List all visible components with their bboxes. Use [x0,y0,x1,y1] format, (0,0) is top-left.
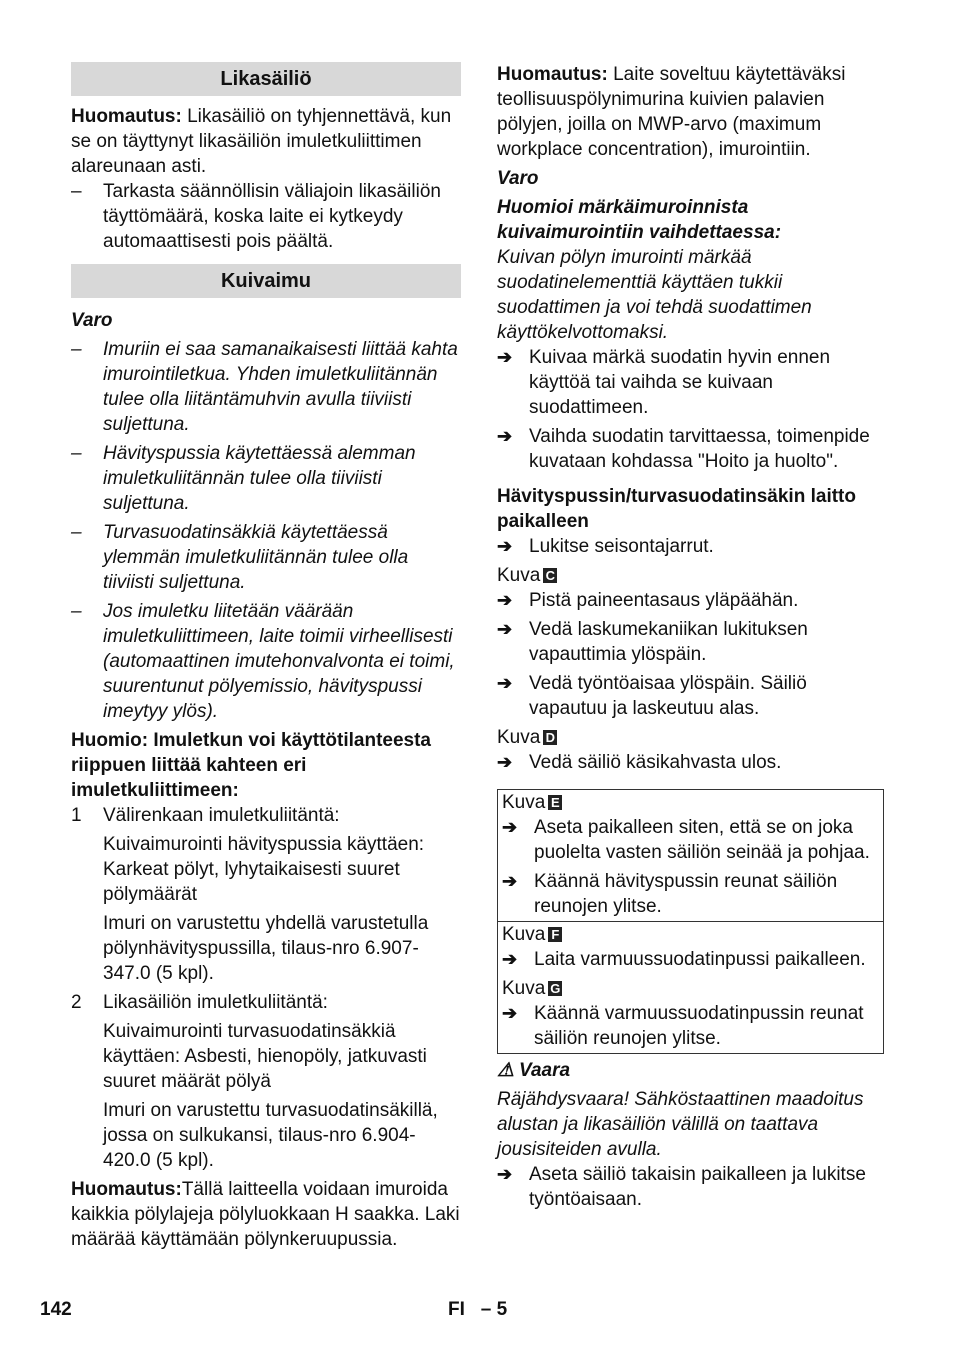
figure-ref-g [502,976,879,1001]
note-label: Huomautus: [497,64,608,85]
figure-label: Kuva [502,792,546,813]
step-item [497,534,884,559]
dash-icon: – [71,181,82,202]
dash-icon: – [71,522,82,543]
figure-ref-d [497,725,884,750]
arrow-icon: ➔ [497,752,513,772]
arrow-icon: ➔ [497,590,513,610]
caution-item [71,520,461,595]
left-column [71,62,461,1252]
note-mwp [497,62,884,162]
note-likasailio [71,104,461,179]
step-text: Vaihda suodatin tarvittaessa, toimenpide kuvataan kohdassa "Hoito ja huolto". [529,426,870,472]
note-text: Likasäiliö on tyhjennettävä, kun se on täyttynyt likasäiliön imuletkuliittimen alareunaan asti. [71,106,452,177]
step-item [497,671,884,721]
danger-text: Räjähdysvaara! Sähköstaattinen maadoitus alustan ja likasäiliön välillä on taattava jousisiteiden avulla. [497,1089,864,1160]
step-item [497,1162,884,1212]
numbered-item-paragraph: Imuri on varustettu turvasuodatinsäkillä, jossa on sulkukansi, tilaus-nro 6.904-420.0 (5 kpl). [103,1100,438,1171]
arrow-icon: ➔ [502,1003,518,1023]
step-item [502,815,879,865]
arrow-icon: ➔ [497,619,513,639]
subheading: Hävityspussin/turvasuodatinsäkin laitto paikalleen [497,486,856,532]
right-column [497,62,884,1212]
note-text: Tällä laitteella voidaan imuroida kaikkia pölylajeja pölyluokkaan H saakka. Laki määrää käyttämään pölynkeruupussia. [71,1179,460,1250]
step-item [497,750,884,775]
numbered-item-paragraph: Imuri on varustettu yhdellä varustetulla pölynhävityspussilla, tilaus-nro 6.907-347.0 (5 kpl). [103,913,429,984]
figure-letter-icon: D [543,730,557,745]
figure-ref-e [502,790,879,815]
caution-item-text: Imuriin ei saa samanaikaisesti liittää kahta imurointiletkua. Yhden imuletkuliitännän tulee olla liitäntämuhvin avulla tiiviisti suljettuna. [103,339,458,435]
step-item [502,947,879,972]
step-text: Käännä hävityspussin reunat säiliön reunojen ylitse. [534,871,838,917]
step-text: Aseta säiliö takaisin paikalleen ja lukitse työntöaisaan. [529,1164,866,1210]
figure-ref-f [502,922,879,947]
caution-list [71,337,461,724]
numbered-item-title: Likasäiliön imuletkuliitäntä: [103,992,328,1013]
arrow-icon: ➔ [497,536,513,556]
section-heading-kuivaimu: Kuivaimu [71,264,461,298]
figure-label: Kuva [502,978,546,999]
figure-letter-icon: G [550,981,561,996]
caution-item-text: Jos imuletku liitetään väärään imuletkuliittimeen, laite toimii virheellisesti (automaattinen imutehonvalvonta ei toimi, suurentunut pölyemissio, hävityspussi imeytyy ylös). [103,601,455,722]
caution-heading: Huomioi märkäimuroinnista kuivaimurointiin vaihdettaessa: [497,197,782,243]
arrow-icon: ➔ [497,347,513,367]
arrow-icon: ➔ [497,673,513,693]
dash-icon: – [71,339,82,360]
arrow-icon: ➔ [502,817,518,837]
step-text: Aseta paikalleen siten, että se on joka puolelta vasten säiliön seinää ja pohjaa. [534,817,870,863]
note-label: Huomautus: [71,1179,182,1200]
dash-item-text: Tarkasta säännöllisin väliajoin likasäiliön täyttömäärä, koska laite ei kytkeydy automaattisesti pois päältä. [103,181,441,252]
figure-label: Kuva [497,565,541,586]
step-item [497,424,884,474]
arrow-icon: ➔ [497,426,513,446]
step-text: Laita varmuussuodatinpussi paikalleen. [534,949,866,970]
step-item [497,588,884,613]
caution-label: Varo [71,310,113,331]
figure-letter-icon: C [543,568,557,583]
page-number: 142 [40,1299,72,1320]
caution-item-text: Turvasuodatinsäkkiä käytettäessä ylemmän imuletkuliitännän tulee olla tiiviisti suljettuna. [103,522,409,593]
caution-label: Varo [497,168,539,189]
figure-letter-icon: E [548,795,562,810]
dash-item [71,179,461,254]
warning-icon: ⚠ [497,1060,515,1081]
caution-item [71,337,461,437]
figure-letter-icon: F [548,927,562,942]
arrow-icon: ➔ [497,1164,513,1184]
step-item [497,617,884,667]
caution-item-text: Hävityspussia käytettäessä alemman imuletkuliitännän tulee olla tiiviisti suljettuna. [103,443,416,514]
step-text: Vedä säiliö käsikahvasta ulos. [529,752,782,773]
numbered-item-paragraph: Kuivaimurointi turvasuodatinsäkkiä käyttäen: Asbesti, hienopöly, jatkuvasti suuret määrät pölyä [103,1021,427,1092]
numbered-item-1 [71,803,461,828]
arrow-icon: ➔ [502,871,518,891]
attention-note: Huomio: Imuletkun voi käyttötilanteesta riippuen liittää kahteen eri imuletkuliittimeen: [71,730,431,801]
arrow-icon: ➔ [502,949,518,969]
caution-item [71,599,461,724]
danger-label [497,1058,884,1083]
step-text: Kuivaa märkä suodatin hyvin ennen käyttöä tai vaihda se kuivaan suodattimeen. [529,347,831,418]
section-heading-likasailio: Likasäiliö [71,62,461,96]
step-text: Vedä työntöaisaa ylöspäin. Säiliö vapautuu ja laskeutuu alas. [529,673,807,719]
step-item [497,345,884,420]
numbered-item-2 [71,990,461,1015]
step-text: Käännä varmuussuodatinpussin reunat säiliön reunojen ylitse. [534,1003,864,1049]
danger-label-text: Vaara [519,1060,571,1081]
figure-box-e [498,790,883,921]
figure-box-fg [498,921,883,1053]
figure-ref-c [497,563,884,588]
step-item [502,869,879,919]
dash-icon: – [71,601,82,622]
dash-icon: – [71,443,82,464]
step-text: Pistä paineentasaus yläpäähän. [529,590,799,611]
numbered-item-paragraph: Kuivaimurointi hävityspussia käyttäen: Karkeat pölyt, lyhytaikaisesti suuret pölymäärät [103,834,425,905]
figure-label: Kuva [502,924,546,945]
note-text: Laite soveltuu käytettäväksi teollisuuspölynimurina kuivien palavien pölyjen, joilla on MWP-arvo (maximum workplace concentration), imurointiin. [497,64,846,160]
step-item [502,1001,879,1051]
number-label: 2 [71,992,82,1013]
number-label: 1 [71,805,82,826]
figure-box [497,789,884,1054]
note-dust-class [71,1177,461,1252]
step-text: Lukitse seisontajarrut. [529,536,714,557]
step-text: Vedä laskumekaniikan lukituksen vapauttimia ylöspäin. [529,619,808,665]
caution-item [71,441,461,516]
caution-text: Kuivan pölyn imurointi märkää suodatinelementtiä käyttäen tukkii suodattimen ja voi tehdä suodattimen käyttökelvottomaksi. [497,247,812,343]
note-label: Huomautus: [71,106,182,127]
figure-label: Kuva [497,727,541,748]
footer-language-page: FI – 5 [448,1299,508,1320]
numbered-item-title: Välirenkaan imuletkuliitäntä: [103,805,340,826]
